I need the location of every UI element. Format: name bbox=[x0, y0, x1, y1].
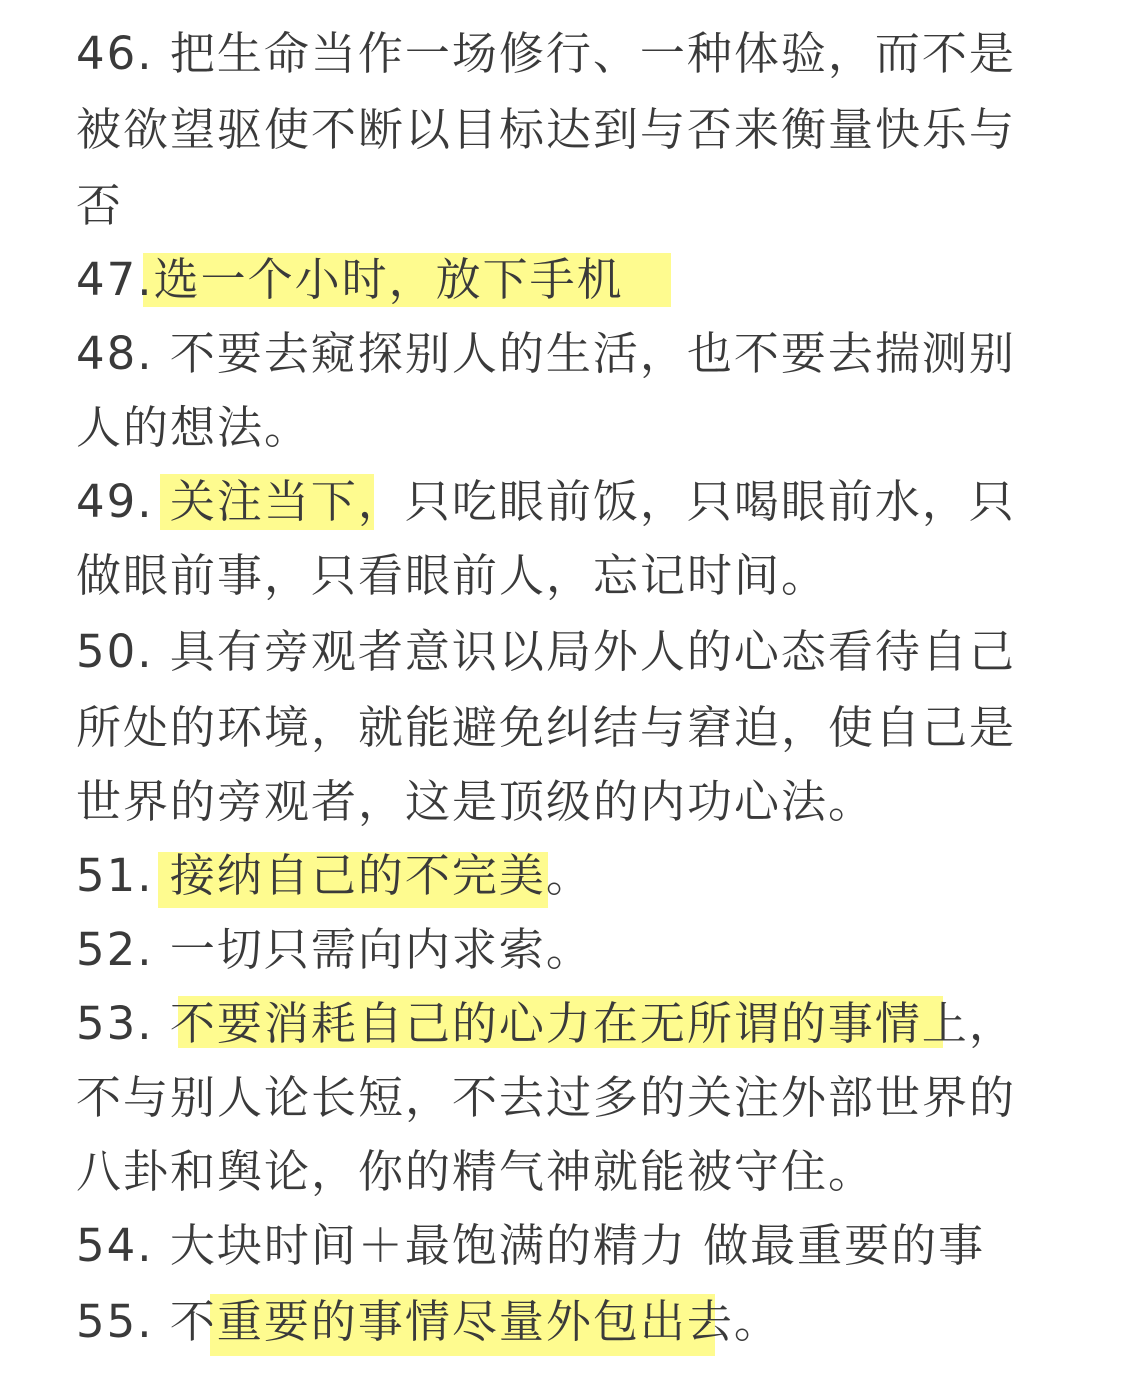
item-50-line-3: 世界的旁观者，这是顶级的内功心法。 bbox=[76, 775, 876, 828]
item-52-line-1: 52. 一切只需向内求索。 bbox=[76, 923, 593, 976]
item-48-line-2: 人的想法。 bbox=[76, 401, 312, 454]
item-48-line-1: 48. 不要去窥探别人的生活，也不要去揣测别 bbox=[76, 327, 1016, 380]
item-46-line-1: 46. 把生命当作一场修行、一种体验，而不是 bbox=[76, 27, 1016, 80]
item-49-line-2: 做眼前事，只看眼前人，忘记时间。 bbox=[76, 549, 829, 602]
item-47-line-1: 47.选一个小时，放下手机 bbox=[76, 253, 624, 306]
item-49-line-1: 49. 关注当下，只吃眼前饭，只喝眼前水，只 bbox=[76, 475, 1016, 528]
item-53-line-1: 53. 不要消耗自己的心力在无所谓的事情上， bbox=[76, 997, 1016, 1050]
item-46-line-2: 被欲望驱使不断以目标达到与否来衡量快乐与 bbox=[76, 103, 1017, 156]
item-50-line-1: 50. 具有旁观者意识以局外人的心态看待自己 bbox=[76, 625, 1016, 678]
item-46-line-3: 否 bbox=[76, 179, 124, 232]
item-51-line-1: 51. 接纳自己的不完美。 bbox=[76, 849, 593, 902]
item-50-line-2: 所处的环境，就能避免纠结与窘迫，使自己是 bbox=[76, 701, 1017, 754]
item-55-line-1: 55. 不重要的事情尽量外包出去。 bbox=[76, 1295, 781, 1348]
item-53-line-3: 八卦和舆论，你的精气神就能被守住。 bbox=[76, 1145, 876, 1198]
item-53-line-2: 不与别人论长短，不去过多的关注外部世界的 bbox=[76, 1071, 1017, 1124]
item-54-line-1: 54. 大块时间＋最饱满的精力 做最重要的事 bbox=[76, 1219, 986, 1272]
